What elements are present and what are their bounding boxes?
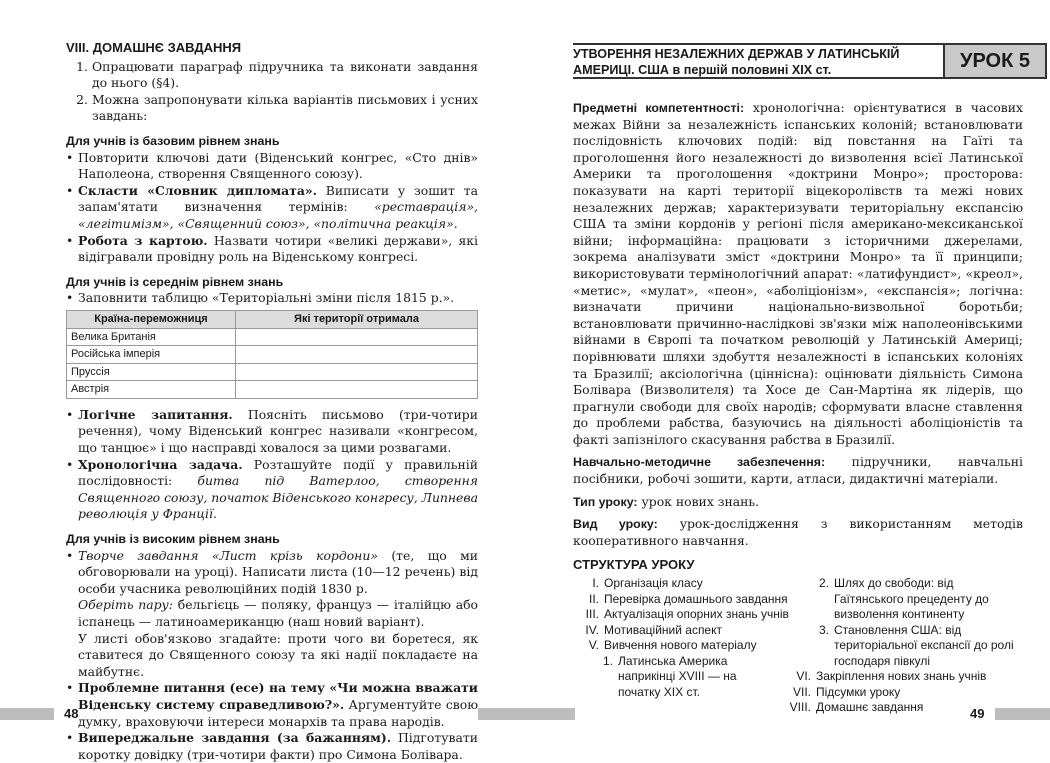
bullet-icon: • bbox=[66, 680, 74, 696]
list-item bbox=[803, 576, 1023, 623]
bullet-icon: • bbox=[66, 547, 74, 563]
page-number: 48 bbox=[64, 706, 79, 721]
item-number: 2. bbox=[76, 91, 88, 107]
kind-text: урок-дослідження з використанням методів кооперативного навчання. bbox=[573, 516, 1023, 548]
item-text: Підготувати коротку довідку (три-чотири факти) про Симона Болівара. bbox=[78, 730, 478, 762]
item-italic: Оберіть пару: bbox=[78, 597, 173, 613]
item-text: Домашнє завдання bbox=[816, 700, 924, 715]
structure-column bbox=[789, 576, 1023, 716]
kind-paragraph bbox=[573, 516, 1023, 549]
item-text: Закріплення нових знань учнів bbox=[816, 669, 987, 684]
list-item bbox=[573, 638, 803, 654]
type-paragraph bbox=[573, 494, 1023, 511]
table-row bbox=[67, 346, 478, 364]
list-item bbox=[66, 233, 478, 266]
bullet-icon: • bbox=[66, 182, 74, 198]
item-text: бельгієць — поляку, француз — італійцю або іспанець — латиноамериканцю (наш новий варіант). bbox=[78, 597, 479, 629]
list-item bbox=[66, 548, 478, 681]
footer-bar bbox=[995, 708, 1050, 720]
item-text: Становлення США: від територіальної експансії до ролі господаря півкулі bbox=[834, 622, 1014, 668]
territory-table bbox=[66, 310, 478, 399]
item-italic: «реставрація», «легітимізм», «Священний союз», «політична реакція» bbox=[78, 199, 478, 231]
item-text: Організація класу bbox=[604, 576, 703, 591]
list-item bbox=[573, 592, 803, 608]
item-text: Латинська Америка наприкінці XVIII — на початку XIX ст. bbox=[618, 653, 737, 699]
item-text: Заповнити таблицю «Територіальні зміни після 1815 р.». bbox=[78, 290, 455, 306]
item-text: Підсумки уроку bbox=[816, 684, 901, 699]
bullet-icon: • bbox=[66, 149, 74, 165]
list-item bbox=[66, 407, 478, 457]
structure-column bbox=[573, 576, 803, 716]
item-number: V. bbox=[588, 638, 599, 653]
basic-level-heading: Для учнів із базовим рівнем знань bbox=[66, 133, 280, 148]
section-title: VIII. ДОМАШНЄ ЗАВДАННЯ bbox=[66, 40, 242, 55]
table-cell: Пруссія bbox=[67, 363, 236, 381]
item-tail: . bbox=[453, 215, 458, 231]
right-column bbox=[573, 100, 1023, 716]
right-page bbox=[525, 0, 1050, 760]
item-number: VI. bbox=[796, 669, 811, 684]
list-item bbox=[573, 623, 803, 639]
table-cell: Велика Британія bbox=[67, 328, 236, 346]
item-note: У листі обов'язково згадайте: проти чого ви боретеся, як ставитеся до Священного союзу та які надії покладаєте на майбутнє. bbox=[78, 630, 478, 679]
item-bold-lead: Випереджальне завдання (за бажанням). bbox=[78, 730, 392, 746]
lesson-title: УТВОРЕННЯ НЕЗАЛЕЖНИХ ДЕРЖАВ У ЛАТИНСЬКІЙ АМЕРИЦІ. США в першій половині XIX ст. bbox=[573, 43, 943, 79]
lesson-number-badge: УРОК 5 bbox=[943, 43, 1047, 79]
item-text: Повторити ключові дати (Віденський конгрес, «Сто днів» Наполеона, створення Священного союзу). bbox=[78, 149, 478, 182]
list-item bbox=[573, 607, 803, 623]
item-number: 1. bbox=[76, 58, 88, 74]
bullet-icon: • bbox=[66, 232, 74, 248]
bullet-icon: • bbox=[66, 290, 74, 306]
item-italic: битва під Ватерлоо, створення Священного союзу, початок Віденського конгресу, Липнева революція у Франції bbox=[78, 473, 478, 522]
competencies-text: хронологічна: орієнтуватися в часових межах Війни за незалежність іспанських колоній; встановлювати послідовність ключових подій: від повстання на Гаїті та проголошення його незалежності до визволення всієї Латинської Америки та проголошення «доктрини Монро»; просторова: показувати на карті території віцекоролівств та межі нових незалежних держав; характеризувати територіальну експансію США та зміни кордонів у регіоні після американо-мексиканської війни; інформаційна: працювати з історичними джерелами, зокрема аналізувати зміст «доктрини Монро» та її принципи; використовувати термінологічний апарат: «латифундист», «креол», «метис», «мулат», «пеон», «аболіціонізм», «експансія»; логічна: визначати причини національно-визвольної боротьби; встановлювати причинно-наслідкові зв'язки між наполеонівськими війнами в Європі та початком революцій у Латинській Америці; порівнювати шляхи здобуття незалежності в іспанських колоніях та Бразилії; аксіологічна (ціннісна): оцінювати діяльність Симона Болівара (Визволителя) та Хосе де Сан-Мартіна як лідерів, що прагнули свободи для своїх народів; сформувати власне ставлення до проблеми рабства, базуючись на діяльності аболіціоністів та факті запізнілого скасування рабства в Бразилії. bbox=[573, 100, 1024, 447]
item-number: I. bbox=[592, 576, 599, 591]
table-row bbox=[67, 381, 478, 399]
list-item bbox=[66, 457, 478, 523]
table-header-row bbox=[67, 310, 478, 328]
item-text: Аргументуйте свою думку, враховуючи інтереси монархів та права народів. bbox=[78, 696, 478, 729]
table-cell[interactable] bbox=[236, 328, 478, 346]
numbered-list bbox=[66, 59, 478, 125]
table-cell: Австрія bbox=[67, 381, 236, 399]
list-item bbox=[785, 669, 1023, 685]
bullet-icon: • bbox=[66, 730, 74, 746]
item-number: 2. bbox=[818, 576, 829, 591]
bullet-icon: • bbox=[66, 456, 74, 472]
item-text: Розташуйте події у правильній послідовності: bbox=[78, 456, 478, 489]
item-bold-lead: Скласти «Словник дипломата». bbox=[78, 182, 317, 198]
left-column bbox=[66, 40, 478, 763]
support-text: підручники, навчальні посібники, робочі зошити, карти, атласи, дидактичні матеріали. bbox=[573, 454, 1024, 487]
item-bold-lead: Проблемне питання (есе) на тему «Чи можна вважати Віденську систему справедливою?». bbox=[78, 680, 478, 712]
item-italic: Творче завдання «Лист крізь кордони» bbox=[78, 547, 378, 563]
item-number: II. bbox=[588, 591, 599, 606]
item-text: (те, що ми обговорювали на уроці). Написати листа (10—12 речень) від особи учасника революційних подій 1830 р. bbox=[78, 547, 478, 596]
item-text: Вивчення нового матеріалу bbox=[604, 638, 757, 653]
table-header: Країна-переможниця bbox=[67, 310, 236, 328]
support-paragraph bbox=[573, 454, 1023, 487]
list-item bbox=[803, 623, 1023, 670]
item-number: VIII. bbox=[789, 700, 811, 715]
list-item bbox=[573, 576, 803, 592]
type-text: урок нових знань. bbox=[637, 493, 760, 509]
list-item bbox=[66, 150, 478, 183]
item-text: Шлях до свободи: від Гаїтянського прецеденту до визволення континенту bbox=[834, 576, 989, 622]
item-text: Можна запропонувати кілька варіантів письмових і усних завдань: bbox=[92, 91, 478, 124]
item-text: Мотиваційний аспект bbox=[604, 622, 722, 637]
item-bold-lead: Хронологічна задача. bbox=[78, 456, 243, 472]
item-number: VII. bbox=[792, 684, 811, 699]
table-row bbox=[67, 363, 478, 381]
list-item bbox=[66, 290, 478, 307]
item-text: Опрацювати параграф підручника та виконати завдання до нього (§4). bbox=[92, 58, 478, 91]
item-number: IV. bbox=[585, 622, 599, 637]
footer-bar bbox=[525, 708, 575, 720]
item-text: Виписати у зошит та запам'ятати визначення термінів: bbox=[78, 182, 478, 215]
page-number: 49 bbox=[970, 706, 985, 721]
item-bold-lead: Робота з картою. bbox=[78, 232, 208, 248]
item-text: Поясніть письмово (три-чотири речення), чому Віденський конгрес називали «конгресом, що танцює» і що насправді ховалося за цими розвагами. bbox=[78, 406, 478, 456]
item-text: Актуалізація опорних знань учнів bbox=[604, 607, 789, 622]
table-cell[interactable] bbox=[236, 363, 478, 381]
item-number: III. bbox=[585, 607, 599, 622]
competencies-label: Предметні компетентності: bbox=[573, 101, 745, 115]
item-text: Перевірка домашнього завдання bbox=[604, 591, 788, 606]
table-row bbox=[67, 328, 478, 346]
list-item bbox=[66, 730, 478, 763]
footer-bar bbox=[0, 708, 54, 720]
item-number: 3. bbox=[818, 622, 829, 637]
item-text: Назвати чотири «великі держави», які відігравали провідну роль на Віденському конгресі. bbox=[78, 232, 478, 265]
bullet-icon: • bbox=[66, 406, 74, 422]
item-tail: . bbox=[212, 506, 217, 522]
list-item bbox=[785, 700, 1023, 716]
item-number: 1. bbox=[602, 653, 613, 668]
left-page bbox=[0, 0, 525, 760]
support-label: Навчально-методичне забезпечення: bbox=[573, 455, 826, 470]
type-label: Тип уроку: bbox=[573, 494, 638, 509]
table-header: Які території отримала bbox=[236, 310, 478, 328]
table-cell[interactable] bbox=[236, 381, 478, 399]
footer-bar bbox=[478, 708, 525, 720]
list-item bbox=[66, 92, 478, 125]
item-bold-lead: Логічне запитання. bbox=[78, 406, 233, 422]
lesson-structure bbox=[573, 576, 1023, 716]
lesson-header bbox=[573, 43, 1047, 79]
structure-title: СТРУКТУРА УРОКУ bbox=[573, 557, 695, 573]
list-item bbox=[66, 59, 478, 92]
list-item bbox=[785, 685, 1023, 701]
list-item bbox=[573, 654, 803, 701]
medium-level-heading: Для учнів із середнім рівнем знань bbox=[66, 274, 284, 289]
list-item bbox=[66, 183, 478, 233]
list-item bbox=[66, 680, 478, 730]
table-cell: Російська імперія bbox=[67, 346, 236, 364]
kind-label: Вид уроку: bbox=[573, 517, 658, 532]
high-level-heading: Для учнів із високим рівнем знань bbox=[66, 532, 280, 547]
table-cell[interactable] bbox=[236, 346, 478, 364]
competencies-paragraph bbox=[573, 100, 1023, 448]
